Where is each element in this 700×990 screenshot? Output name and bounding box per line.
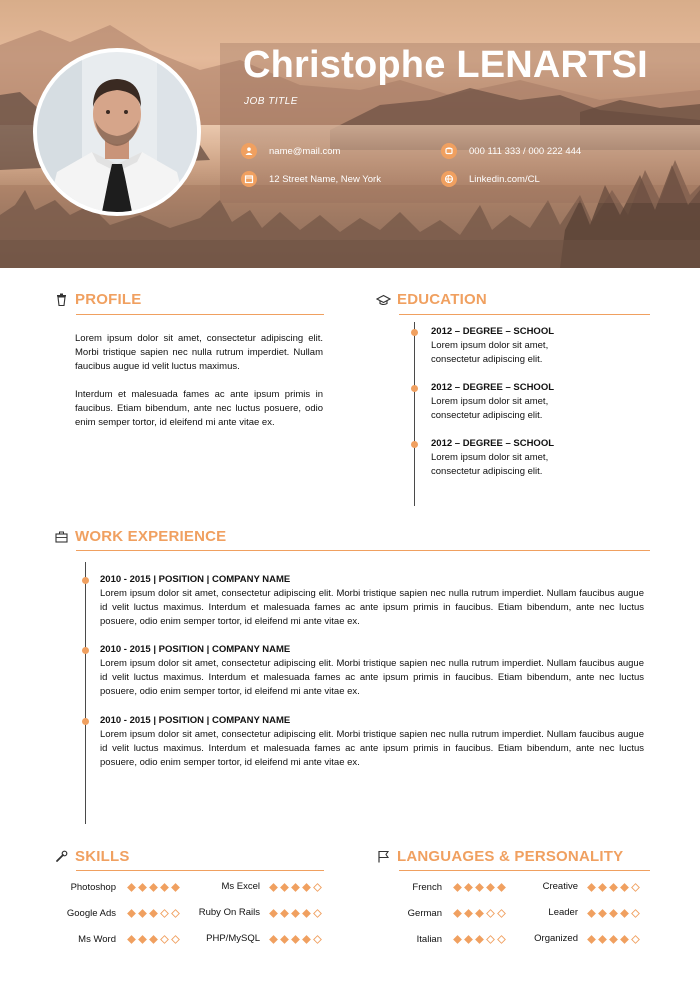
- skill-rating: [127, 935, 180, 944]
- rating-diamond-filled: [587, 883, 596, 892]
- languages-title: LANGUAGES & PERSONALITY: [397, 848, 624, 865]
- contact-phone-text: 000 111 333 / 000 222 444: [469, 145, 582, 157]
- wrench-icon: [53, 850, 69, 863]
- rating-diamond-filled: [127, 909, 136, 918]
- personality-rating: [587, 883, 640, 892]
- education-title: EDUCATION: [397, 291, 487, 308]
- rating-diamond-filled: [620, 883, 629, 892]
- rating-diamond-filled: [138, 909, 147, 918]
- rating-diamond-empty: [160, 909, 169, 918]
- rating-diamond-filled: [453, 935, 462, 944]
- rating-diamond-filled: [269, 935, 278, 944]
- rating-diamond-empty: [313, 883, 322, 892]
- rating-diamond-filled: [497, 883, 506, 892]
- header-banner: [0, 0, 700, 268]
- education-entry: [431, 437, 631, 479]
- languages-rule: [399, 870, 650, 871]
- timeline-dot: [82, 718, 89, 725]
- contact-address-text: 12 Street Name, New York: [269, 173, 381, 185]
- language-label: Italian: [416, 934, 442, 945]
- rating-diamond-filled: [302, 935, 311, 944]
- contact-phone[interactable]: [441, 143, 581, 159]
- rating-diamond-filled: [475, 883, 484, 892]
- contact-linkedin-text: Linkedin.com/CL: [469, 173, 540, 185]
- rating-diamond-filled: [149, 883, 158, 892]
- personality-label: Leader: [548, 907, 578, 918]
- flag-icon: [375, 850, 391, 863]
- graduation-cap-icon: [375, 294, 391, 306]
- skill-rating: [269, 935, 322, 944]
- rating-diamond-filled: [171, 883, 180, 892]
- rating-diamond-filled: [280, 909, 289, 918]
- work-heading: 2010 - 2015 | POSITION | COMPANY NAME: [100, 574, 291, 585]
- work-heading: 2010 - 2015 | POSITION | COMPANY NAME: [100, 644, 291, 655]
- rating-diamond-filled: [453, 909, 462, 918]
- rating-diamond-filled: [149, 909, 158, 918]
- rating-diamond-filled: [269, 883, 278, 892]
- skills-title: SKILLS: [75, 848, 130, 865]
- rating-diamond-filled: [464, 935, 473, 944]
- rating-diamond-filled: [127, 883, 136, 892]
- profile-text: [75, 332, 323, 430]
- skill-rating: [127, 883, 180, 892]
- rating-diamond-filled: [291, 883, 300, 892]
- rating-diamond-filled: [486, 883, 495, 892]
- rating-diamond-filled: [280, 883, 289, 892]
- email-icon: [241, 143, 257, 159]
- personality-rating: [587, 909, 640, 918]
- work-description: Lorem ipsum dolor sit amet, consectetur adipiscing elit. Morbi tristique sapien nec nulla rutrum imperdiet. Nullam faucibus augue id velit luctus maximus. Interdum et malesuada fames ac ante ipsum primis in faucibus. Etiam bibendum, ante nec luctus posuere, odio enim semper tortor, id eleifend mi ante vitae ex.: [100, 658, 644, 697]
- education-section-header: [375, 291, 487, 308]
- education-heading: 2012 – DEGREE – SCHOOL: [431, 438, 555, 449]
- work-title: WORK EXPERIENCE: [75, 528, 227, 545]
- rating-diamond-filled: [609, 935, 618, 944]
- personality-rating: [587, 935, 640, 944]
- rating-diamond-filled: [587, 935, 596, 944]
- rating-diamond-empty: [631, 883, 640, 892]
- education-rule: [399, 314, 650, 315]
- profile-title: PROFILE: [75, 291, 142, 308]
- rating-diamond-filled: [475, 935, 484, 944]
- rating-diamond-filled: [127, 935, 136, 944]
- profile-paragraph: Lorem ipsum dolor sit amet, consectetur adipiscing elit. Morbi tristique sapien nec nulla rutrum imperdiet. Nullam faucibus augue id velit luctus maximus.: [75, 333, 323, 372]
- calendar-icon: [241, 171, 257, 187]
- rating-diamond-filled: [280, 935, 289, 944]
- contact-address: [241, 171, 381, 187]
- education-entry: [431, 381, 631, 423]
- job-title: JOB TITLE: [244, 96, 298, 107]
- rating-diamond-filled: [464, 909, 473, 918]
- rating-diamond-filled: [598, 883, 607, 892]
- rating-diamond-filled: [302, 909, 311, 918]
- rating-diamond-filled: [453, 883, 462, 892]
- skills-rule: [76, 870, 324, 871]
- profile-paragraph: Interdum et malesuada fames ac ante ipsum primis in faucibus. Etiam bibendum, ante nec luctus posuere, odio enim semper tortor, id eleifend mi ante vitae ex.: [75, 389, 323, 428]
- rating-diamond-filled: [598, 909, 607, 918]
- rating-diamond-filled: [149, 935, 158, 944]
- rating-diamond-filled: [138, 935, 147, 944]
- candidate-name: Christophe LENARTSI: [243, 44, 648, 86]
- language-rating: [453, 883, 506, 892]
- rating-diamond-empty: [171, 909, 180, 918]
- language-rating: [453, 909, 506, 918]
- work-heading: 2010 - 2015 | POSITION | COMPANY NAME: [100, 715, 291, 726]
- rating-diamond-empty: [313, 935, 322, 944]
- rating-diamond-empty: [486, 909, 495, 918]
- contact-email[interactable]: [241, 143, 340, 159]
- globe-icon: [441, 171, 457, 187]
- timeline-dot: [411, 329, 418, 336]
- education-timeline-line: [414, 322, 415, 506]
- profile-photo: [33, 48, 201, 216]
- work-description: Lorem ipsum dolor sit amet, consectetur adipiscing elit. Morbi tristique sapien nec nulla rutrum imperdiet. Nullam faucibus augue id velit luctus maximus. Interdum et malesuada fames ac ante ipsum primis in faucibus. Etiam bibendum, ante nec luctus posuere, odio enim semper tortor, id eleifend mi ante vitae ex.: [100, 729, 644, 768]
- rating-diamond-empty: [631, 909, 640, 918]
- rating-diamond-filled: [291, 935, 300, 944]
- rating-diamond-filled: [587, 909, 596, 918]
- profile-rule: [76, 314, 324, 315]
- rating-diamond-empty: [171, 935, 180, 944]
- rating-diamond-empty: [486, 935, 495, 944]
- language-label: German: [407, 908, 442, 919]
- language-rating: [453, 935, 506, 944]
- rating-diamond-filled: [620, 909, 629, 918]
- skill-label: Ruby On Rails: [198, 907, 260, 918]
- skill-label: Ms Excel: [221, 881, 260, 892]
- personality-label: Organized: [534, 933, 578, 944]
- work-entry: [100, 573, 644, 629]
- education-description: Lorem ipsum dolor sit amet, consectetur adipiscing elit.: [431, 340, 549, 365]
- education-description: Lorem ipsum dolor sit amet, consectetur adipiscing elit.: [431, 452, 549, 477]
- timeline-dot: [411, 385, 418, 392]
- work-rule: [76, 550, 650, 551]
- languages-section-header: [375, 848, 623, 865]
- contact-linkedin[interactable]: [441, 171, 540, 187]
- briefcase-icon: [53, 531, 69, 543]
- phone-icon: [441, 143, 457, 159]
- skill-rating: [269, 909, 322, 918]
- rating-diamond-filled: [291, 909, 300, 918]
- rating-diamond-filled: [609, 883, 618, 892]
- rating-diamond-filled: [464, 883, 473, 892]
- skill-rating: [269, 883, 322, 892]
- rating-diamond-filled: [598, 935, 607, 944]
- education-heading: 2012 – DEGREE – SCHOOL: [431, 382, 555, 393]
- rating-diamond-empty: [313, 909, 322, 918]
- skill-label: Photoshop: [70, 882, 116, 893]
- education-description: Lorem ipsum dolor sit amet, consectetur adipiscing elit.: [431, 396, 549, 421]
- work-timeline-line: [85, 562, 86, 824]
- language-label: French: [412, 882, 442, 893]
- work-description: Lorem ipsum dolor sit amet, consectetur adipiscing elit. Morbi tristique sapien nec nulla rutrum imperdiet. Nullam faucibus augue id velit luctus maximus. Interdum et malesuada fames ac ante ipsum primis in faucibus. Etiam bibendum, ante nec luctus posuere, odio enim semper tortor, id eleifend mi ante vitae ex.: [100, 588, 644, 627]
- skill-label: Google Ads: [66, 908, 116, 919]
- profile-section-header: [53, 291, 141, 308]
- work-entry: [100, 643, 644, 699]
- timeline-dot: [82, 647, 89, 654]
- work-section-header: [53, 528, 226, 545]
- skills-section-header: [53, 848, 130, 865]
- rating-diamond-filled: [609, 909, 618, 918]
- rating-diamond-filled: [620, 935, 629, 944]
- work-entry: [100, 714, 644, 770]
- rating-diamond-filled: [269, 909, 278, 918]
- rating-diamond-filled: [138, 883, 147, 892]
- rating-diamond-empty: [160, 935, 169, 944]
- rating-diamond-empty: [631, 935, 640, 944]
- skill-label: Ms Word: [78, 934, 116, 945]
- rating-diamond-filled: [302, 883, 311, 892]
- rating-diamond-filled: [160, 883, 169, 892]
- timeline-dot: [411, 441, 418, 448]
- trash-bin-icon: [53, 293, 69, 306]
- education-heading: 2012 – DEGREE – SCHOOL: [431, 326, 555, 337]
- rating-diamond-filled: [475, 909, 484, 918]
- skill-label: PHP/MySQL: [206, 933, 260, 944]
- rating-diamond-empty: [497, 935, 506, 944]
- personality-label: Creative: [542, 881, 578, 892]
- contact-email-text: name@mail.com: [269, 145, 341, 157]
- timeline-dot: [82, 577, 89, 584]
- education-entry: [431, 325, 631, 367]
- skill-rating: [127, 909, 180, 918]
- rating-diamond-empty: [497, 909, 506, 918]
